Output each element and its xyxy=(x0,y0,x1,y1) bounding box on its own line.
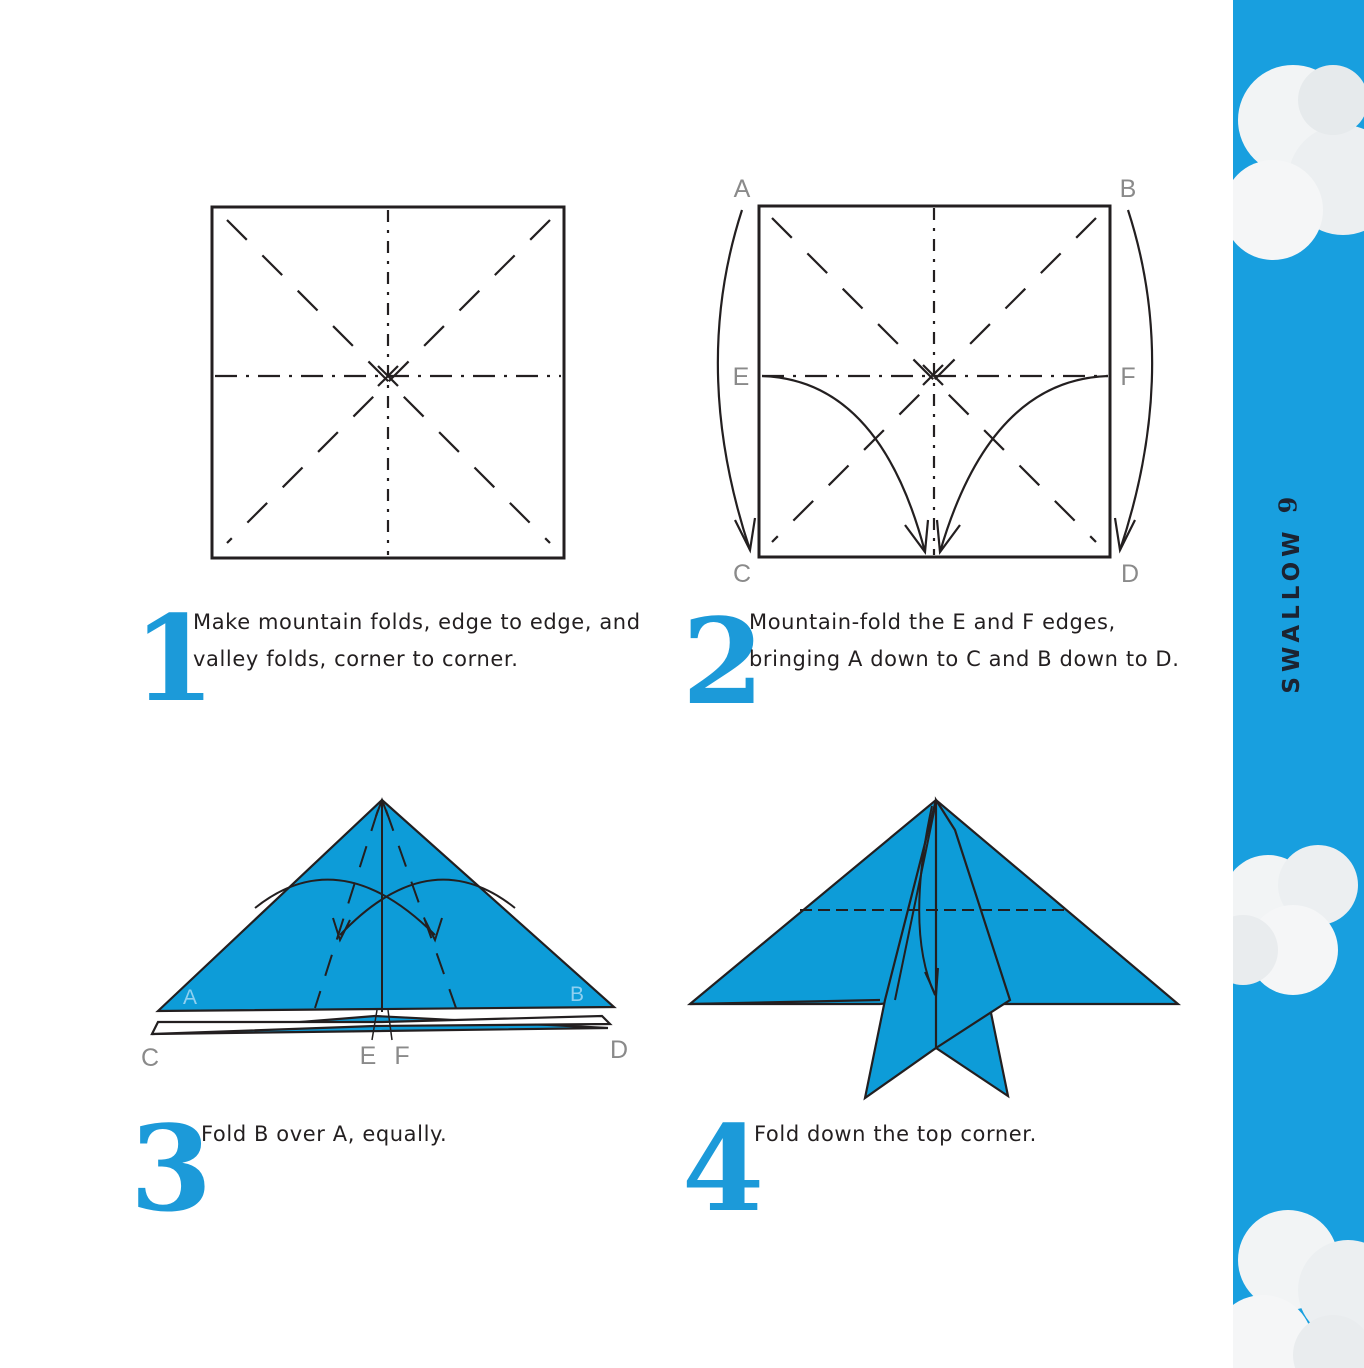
diagram-step-2 xyxy=(700,170,1180,590)
label-f: F xyxy=(394,1042,410,1070)
label-d: D xyxy=(609,1036,629,1064)
step-text-3: Fold B over A, equally. xyxy=(201,1122,448,1146)
cloud-bottom xyxy=(1233,1195,1364,1368)
diagram-step-3 xyxy=(130,790,640,1080)
section-title: SWALLOW xyxy=(1279,526,1305,694)
step-number-3: 3 xyxy=(130,1099,209,1238)
page-number: 9 xyxy=(1273,496,1303,514)
label-b: B xyxy=(569,983,585,1006)
label-a: A xyxy=(733,175,751,203)
label-c: C xyxy=(732,560,752,588)
step-number-4: 4 xyxy=(682,1099,761,1238)
label-e: E xyxy=(732,363,750,391)
step-text-1: Make mountain folds, edge to edge, and valley folds, corner to corner. xyxy=(193,610,641,671)
step-number-1: 1 xyxy=(133,589,212,728)
label-f: F xyxy=(1120,363,1136,391)
step-text-4: Fold down the top corner. xyxy=(754,1122,1037,1146)
label-a: A xyxy=(182,986,198,1009)
label-c: C xyxy=(140,1044,160,1072)
label-d: D xyxy=(1120,560,1140,588)
step-number-2: 2 xyxy=(682,592,761,731)
cloud-top xyxy=(1233,60,1364,320)
label-e: E xyxy=(359,1042,377,1070)
label-b: B xyxy=(1119,175,1137,203)
cloud-middle xyxy=(1233,830,1364,1030)
diagram-step-4 xyxy=(680,790,1190,1110)
step-text-2: Mountain-fold the E and F edges, bringing A down to C and B down to D. xyxy=(749,610,1180,671)
diagram-step-1 xyxy=(205,200,570,565)
